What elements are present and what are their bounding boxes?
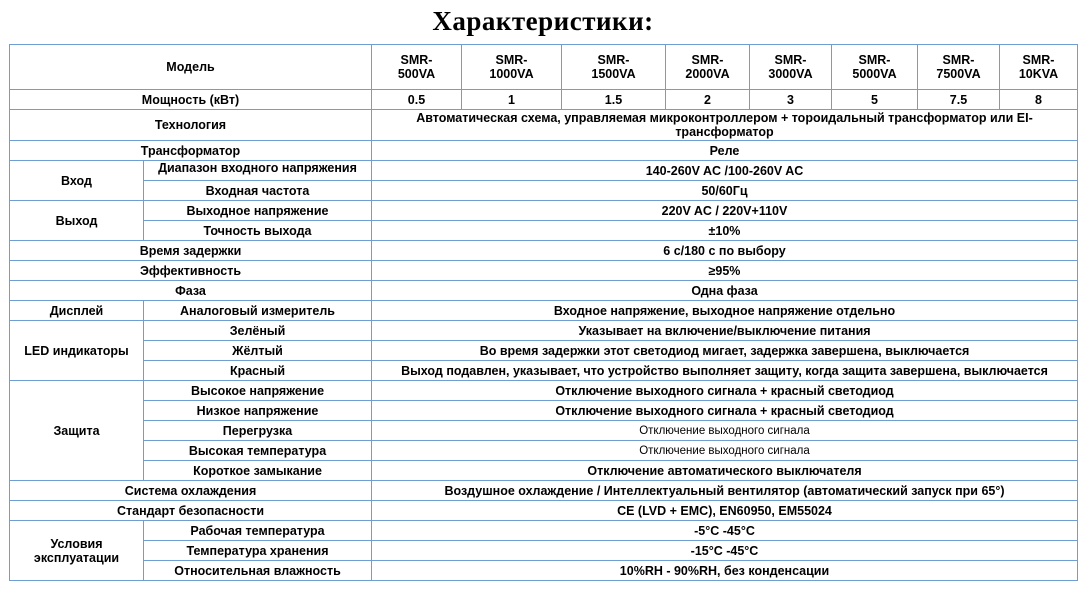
- operating-work-temp-value: -5°C -45°C: [372, 521, 1078, 541]
- power-value: 3: [750, 90, 832, 110]
- led-red-label: Красный: [144, 361, 372, 381]
- table-row-delay: [10, 241, 1078, 261]
- display-label: Дисплей: [10, 301, 144, 321]
- table-row-model: [10, 45, 1078, 90]
- table-row-led-green: [10, 321, 1078, 341]
- table-row-protection-low-voltage: [10, 401, 1078, 421]
- model-cell: SMR- 5000VA: [832, 45, 918, 90]
- protection-overload-value: Отключение выходного сигнала: [372, 421, 1078, 441]
- efficiency-label: Эффективность: [10, 261, 372, 281]
- phase-label: Фаза: [10, 281, 372, 301]
- table-row-cooling: [10, 481, 1078, 501]
- led-green-value: Указывает на включение/выключение питания: [372, 321, 1078, 341]
- protection-low-voltage-value: Отключение выходного сигнала + красный светодиод: [372, 401, 1078, 421]
- table-row-transformer: [10, 141, 1078, 161]
- protection-short-label: Короткое замыкание: [144, 461, 372, 481]
- protection-short-value: Отключение автоматического выключателя: [372, 461, 1078, 481]
- technology-label: Технология: [10, 110, 372, 141]
- table-row-output-voltage: [10, 201, 1078, 221]
- protection-high-voltage-label: Высокое напряжение: [144, 381, 372, 401]
- model-cell: SMR- 7500VA: [918, 45, 1000, 90]
- model-cell: SMR- 3000VA: [750, 45, 832, 90]
- output-label: Выход: [10, 201, 144, 241]
- table-row-led-yellow: [10, 341, 1078, 361]
- model-cell: SMR- 2000VA: [666, 45, 750, 90]
- input-range-label: Диапазон входного напряжения: [158, 161, 357, 175]
- table-row-operating-work-temp: [10, 521, 1078, 541]
- led-yellow-value: Во время задержки этот светодиод мигает, задержка завершена, выключается: [372, 341, 1078, 361]
- led-green-label: Зелёный: [144, 321, 372, 341]
- protection-high-temp-value: Отключение выходного сигнала: [372, 441, 1078, 461]
- power-value: 5: [832, 90, 918, 110]
- table-row-operating-storage-temp: [10, 541, 1078, 561]
- spec-table: [9, 44, 1078, 581]
- delay-value: 6 с/180 с по выбору: [372, 241, 1078, 261]
- table-row-output-accuracy: [10, 221, 1078, 241]
- operating-storage-temp-value: -15°C -45°C: [372, 541, 1078, 561]
- table-row-phase: [10, 281, 1078, 301]
- transformer-label: Трансформатор: [10, 141, 372, 161]
- protection-low-voltage-label: Низкое напряжение: [144, 401, 372, 421]
- display-meter-label: Аналоговый измеритель: [144, 301, 372, 321]
- technology-value: Автоматическая схема, управляемая микроконтроллером + тороидальный трансформатор или EI- трансформатор: [372, 110, 1078, 141]
- delay-label: Время задержки: [10, 241, 372, 261]
- efficiency-value: ≥95%: [372, 261, 1078, 281]
- output-accuracy-value: ±10%: [372, 221, 1078, 241]
- led-label: LED индикаторы: [10, 321, 144, 381]
- led-yellow-label: Жёлтый: [144, 341, 372, 361]
- output-voltage-value: 220V AC / 220V+110V: [372, 201, 1078, 221]
- table-row-input-freq: [10, 181, 1078, 201]
- protection-high-voltage-value: Отключение выходного сигнала + красный светодиод: [372, 381, 1078, 401]
- power-value: 7.5: [918, 90, 1000, 110]
- display-meter-value: Входное напряжение, выходное напряжение отдельно: [372, 301, 1078, 321]
- table-row-protection-high-voltage: [10, 381, 1078, 401]
- input-range-value: 140-260V AC /100-260V AC: [372, 161, 1078, 181]
- table-row-led-red: [10, 361, 1078, 381]
- model-cell: SMR- 1000VA: [462, 45, 562, 90]
- protection-overload-label: Перегрузка: [144, 421, 372, 441]
- operating-humidity-value: 10%RH - 90%RH, без конденсации: [372, 561, 1078, 581]
- safety-value: CE (LVD + EMC), EN60950, EM55024: [372, 501, 1078, 521]
- input-freq-label: Входная частота: [144, 181, 372, 201]
- operating-work-temp-label: Рабочая температура: [144, 521, 372, 541]
- table-row-protection-high-temp: [10, 441, 1078, 461]
- model-cell: SMR- 10KVA: [1000, 45, 1078, 90]
- cooling-value: Воздушное охлаждение / Интеллектуальный вентилятор (автоматический запуск при 65°): [372, 481, 1078, 501]
- model-cell: SMR- 1500VA: [562, 45, 666, 90]
- model-label: Модель: [10, 45, 372, 90]
- power-value: 2: [666, 90, 750, 110]
- transformer-value: Реле: [372, 141, 1078, 161]
- table-row-technology: [10, 110, 1078, 141]
- protection-high-temp-label: Высокая температура: [144, 441, 372, 461]
- output-accuracy-label: Точность выхода: [144, 221, 372, 241]
- power-value: 1: [462, 90, 562, 110]
- led-red-value: Выход подавлен, указывает, что устройство выполняет защиту, когда защита завершена, выключается: [372, 361, 1078, 381]
- power-value: 0.5: [372, 90, 462, 110]
- power-label: Мощность (кВт): [10, 90, 372, 110]
- input-label: Вход: [10, 161, 144, 201]
- cooling-label: Система охлаждения: [10, 481, 372, 501]
- operating-label: Условия эксплуатации: [10, 521, 144, 581]
- input-freq-value: 50/60Гц: [372, 181, 1078, 201]
- operating-humidity-label: Относительная влажность: [144, 561, 372, 581]
- output-voltage-label: Выходное напряжение: [144, 201, 372, 221]
- operating-storage-temp-label: Температура хранения: [144, 541, 372, 561]
- power-value: 1.5: [562, 90, 666, 110]
- protection-label: Защита: [10, 381, 144, 481]
- power-value: 8: [1000, 90, 1078, 110]
- table-row-safety: [10, 501, 1078, 521]
- input-range-label-cell: [144, 161, 372, 181]
- table-row-protection-short: [10, 461, 1078, 481]
- table-row-input-range: [10, 161, 1078, 181]
- table-row-power: [10, 90, 1078, 110]
- page-title: Характеристики:: [432, 6, 654, 36]
- phase-value: Одна фаза: [372, 281, 1078, 301]
- table-row-protection-overload: [10, 421, 1078, 441]
- safety-label: Стандарт безопасности: [10, 501, 372, 521]
- model-cell: SMR- 500VA: [372, 45, 462, 90]
- table-row-operating-humidity: [10, 561, 1078, 581]
- table-row-efficiency: [10, 261, 1078, 281]
- table-row-display: [10, 301, 1078, 321]
